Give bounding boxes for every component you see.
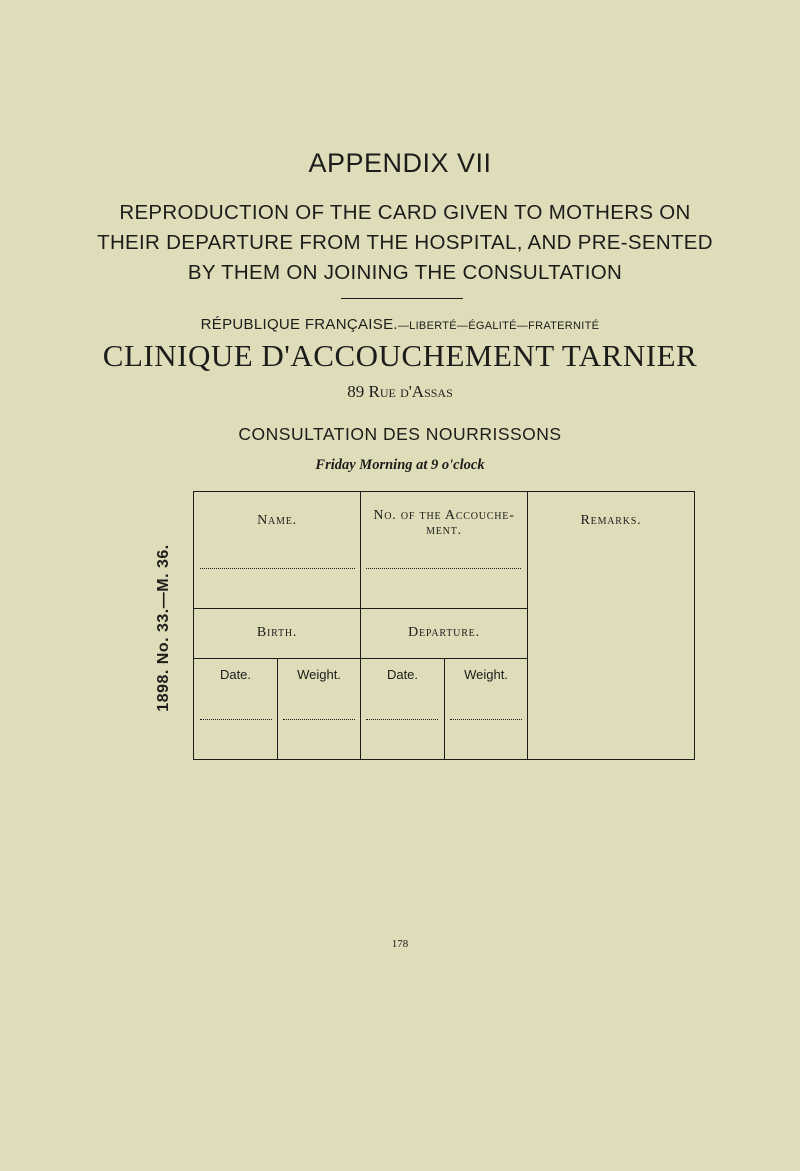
name-header: Name. [257,513,297,528]
birth-date-write-line [200,719,272,720]
address-number: 89 [347,382,365,401]
remarks-header: Remarks. [580,513,642,528]
schedule-text: Friday Morning at 9 o'clock [315,457,485,473]
side-note: 1898. No. 33.—M. 36. [155,544,172,712]
accouchement-header [361,510,527,537]
departure-weight-write-line [450,719,522,720]
table-right-border [694,491,695,759]
accouchement-header-line2: ment. [426,523,462,538]
page-number: 178 [391,938,409,950]
departure-date-label: Date. [386,667,419,682]
republique-text: RÉPUBLIQUE FRANÇAISE. [200,316,398,333]
motto-text: —LIBERTÉ—ÉGALITÉ—FRATERNITÉ [397,320,600,332]
birth-header: Birth. [256,625,298,640]
name-write-line [200,568,355,569]
departure-header: Departure. [408,625,480,640]
table-top-border [193,491,695,492]
appendix-title: APPENDIX VII [308,148,492,178]
accouchement-header-line1: No. of the Accouche- [373,508,515,523]
clinic-address [0,382,800,402]
departure-date-write-line [366,719,438,720]
departure-weight-label: Weight. [464,667,508,682]
birth-date-label: Date. [219,667,252,682]
table-bottom-border [193,759,695,760]
intro-text: REPRODUCTION OF THE CARD GIVEN TO MOTHERS ON THEIR DEPARTURE FROM THE HOSPITAL, AND PRE-SENTED BY THEM ON JOINING THE CONSULTATION [97,201,713,284]
birth-weight-label: Weight. [297,667,341,682]
birth-row-divider [193,608,527,609]
clinic-name: CLINIQUE D'ACCOUCHEMENT TARNIER [102,338,698,373]
divider-rule [341,298,463,299]
consultation-title: CONSULTATION DES NOURRISSONS [238,424,562,444]
address-street: Rue d'Assas [368,382,453,401]
remarks-col-divider [527,491,528,759]
subheader-row-divider [193,658,527,659]
accouchement-write-line [366,568,521,569]
birth-weight-write-line [283,719,355,720]
table-left-border [193,491,194,759]
republique-line [0,316,800,333]
